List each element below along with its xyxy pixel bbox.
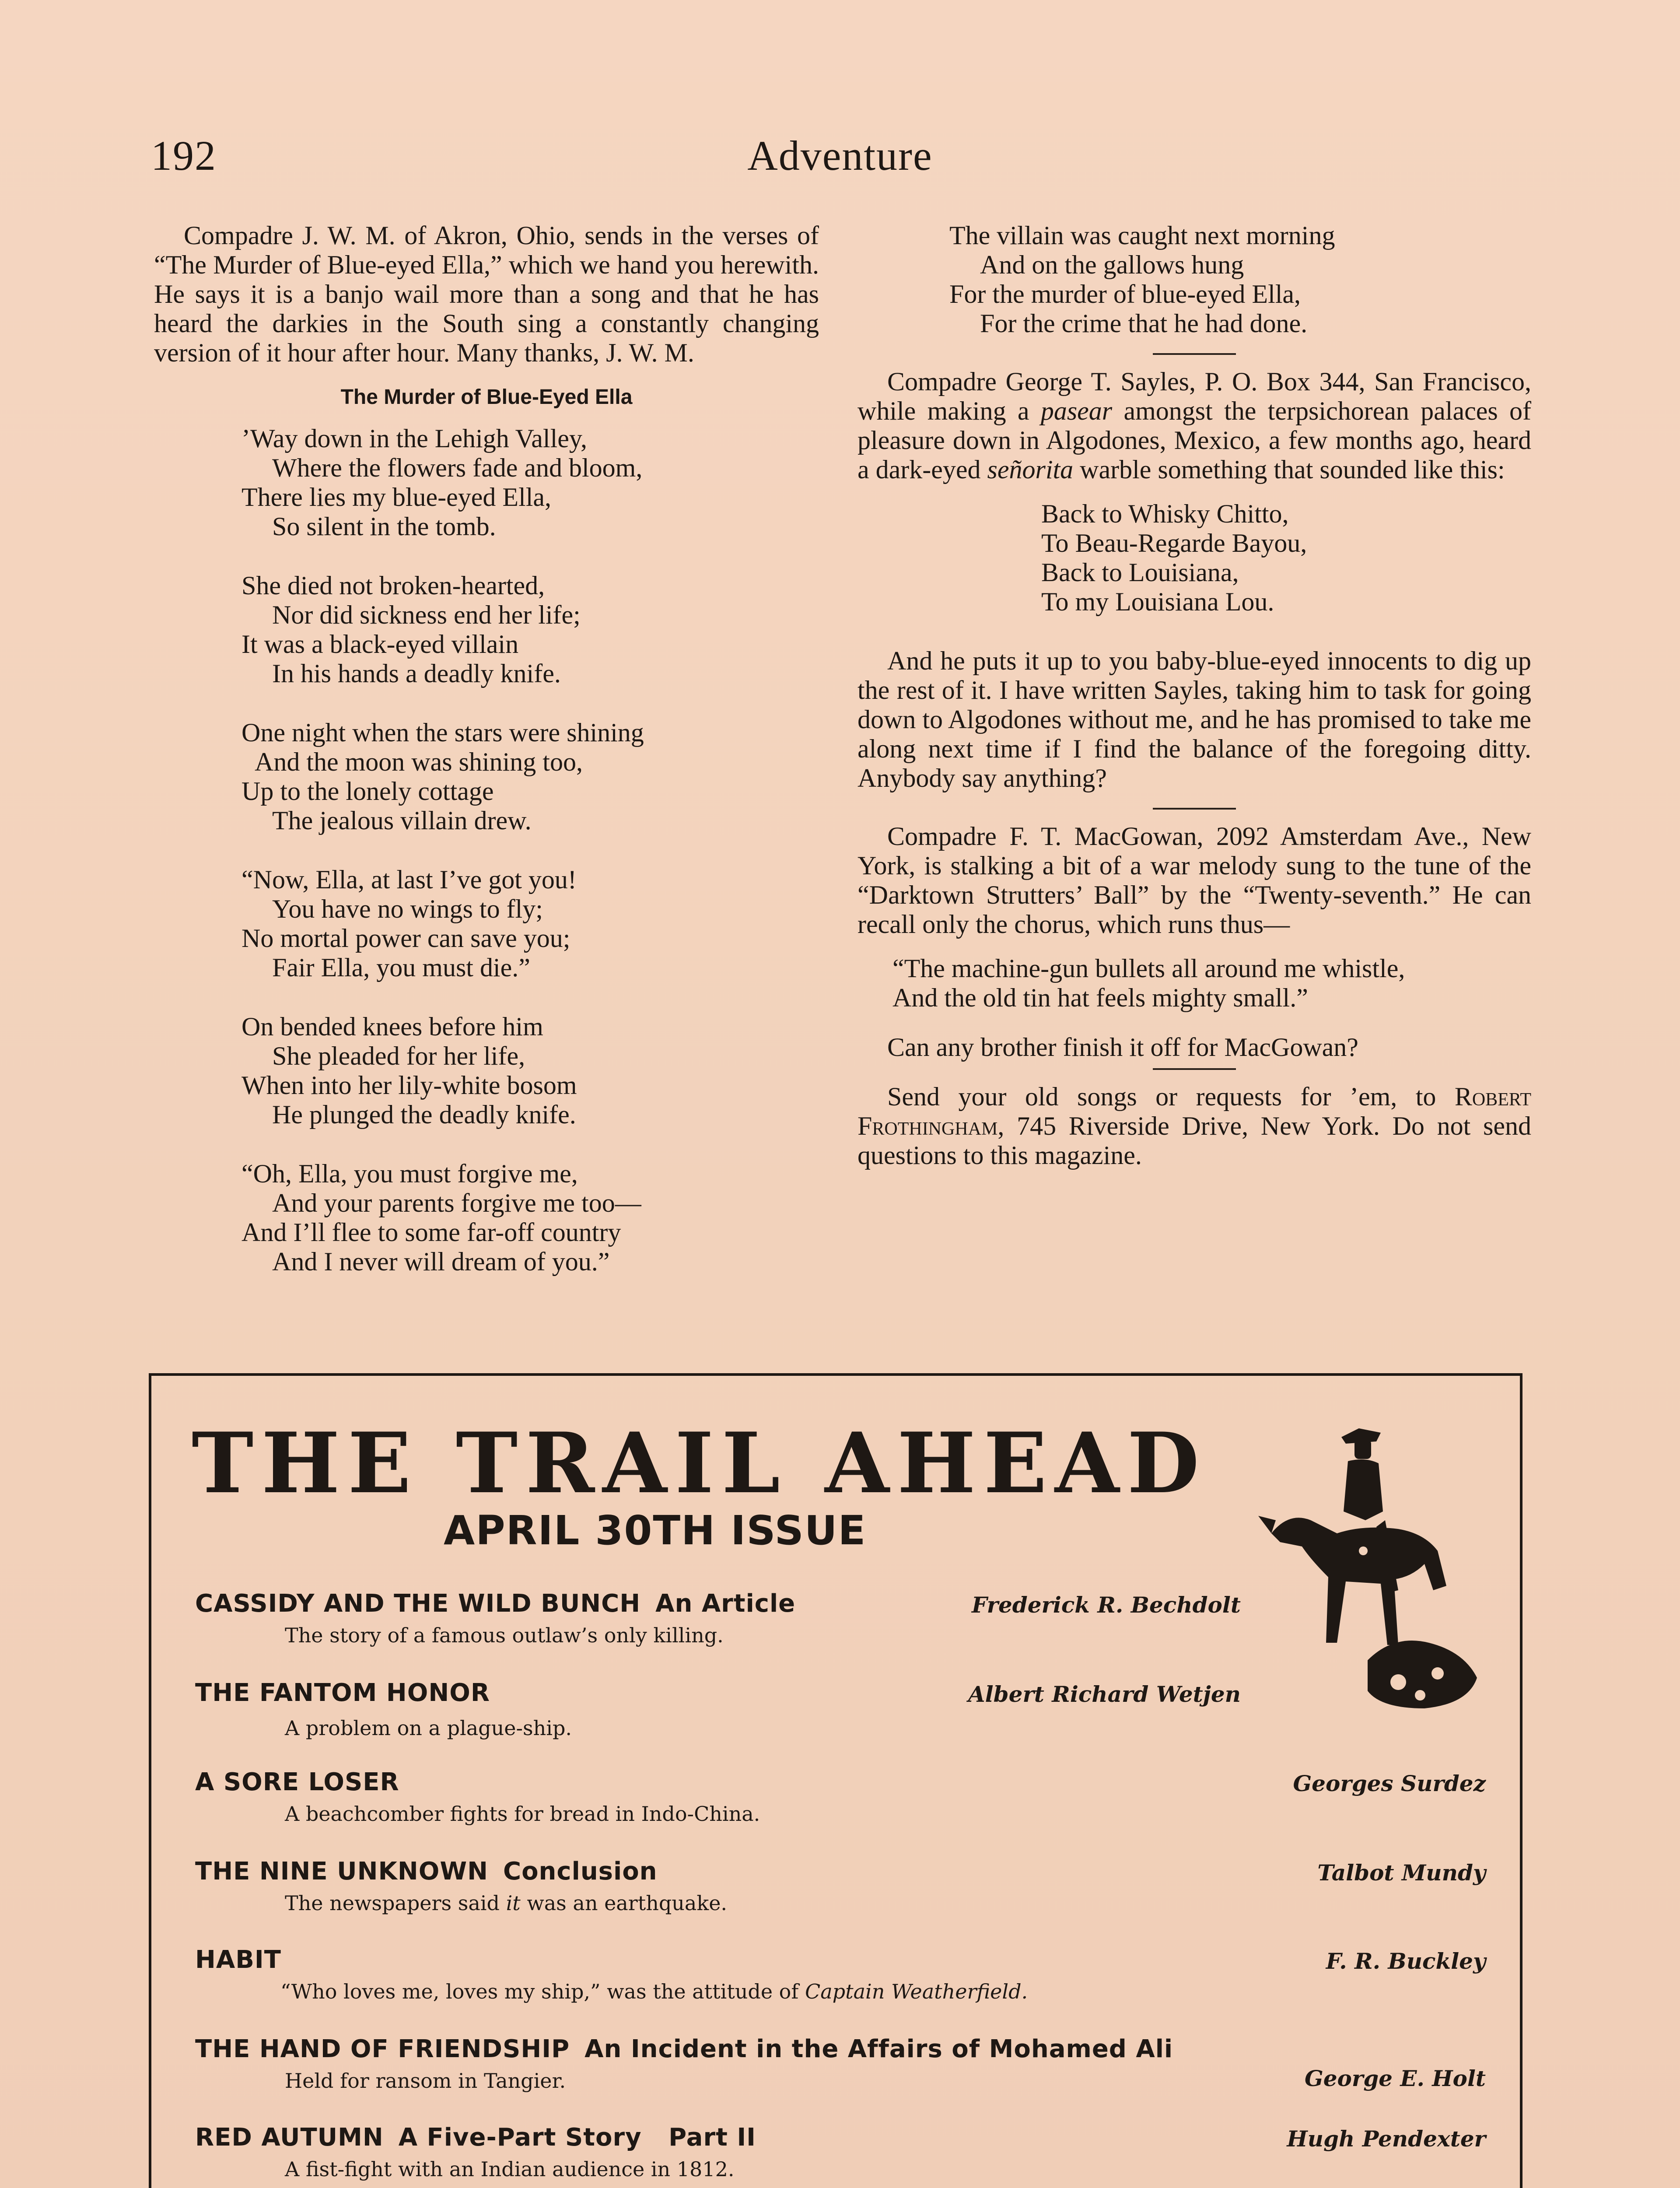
poem-line: On bended knees before him xyxy=(242,1012,543,1041)
chorus-line: And the old tin hat feels mighty small.” xyxy=(892,983,1308,1012)
intro-paragraph: Compadre J. W. M. of Akron, Ohio, sends in the verses of “The Murder of Blue-eyed Ella,” which we hand you herewith. He says it is a banjo wail more than a song and that he has heard the darkies in the South sing a constantly changing version of it hour after hour. Many thanks, J. W. M. xyxy=(154,221,819,367)
poem-line: Up to the lonely cottage xyxy=(242,777,494,806)
poem-line: So silent in the tomb. xyxy=(272,512,496,541)
item-description: A problem on a plague-ship. xyxy=(285,1716,572,1740)
poem-line: The jealous villain drew. xyxy=(272,806,532,835)
chorus-quote xyxy=(892,954,1531,1013)
page-header xyxy=(151,131,1529,193)
poem-line: It was a black-eyed villain xyxy=(242,630,519,659)
item-description: A beachcomber fights for bread in Indo-China. xyxy=(285,1802,760,1826)
sayles-paragraph: Compadre George T. Sayles, P. O. Box 344, San Francisco, while making a pasear amongst the terpsichorean palaces of pleasure down in Algodones, Mexico, a few months ago, heard a dark-eyed señorita warble something that sounded like this: xyxy=(858,367,1531,484)
poem-final-stanza xyxy=(949,221,1531,338)
trail-ahead-title: THE TRAIL AHEAD xyxy=(192,1414,1208,1512)
item-author: F. R. Buckley xyxy=(1326,1948,1486,1974)
poem xyxy=(242,424,819,1276)
magazine-title: Adventure xyxy=(747,132,933,179)
section-divider xyxy=(1153,808,1236,810)
poem-line: There lies my blue-eyed Ella, xyxy=(242,483,552,512)
item-author: Albert Richard Wetjen xyxy=(968,1681,1241,1707)
item-author: Frederick R. Bechdolt xyxy=(971,1592,1241,1618)
item-title: THE NINE UNKNOWN Conclusion xyxy=(195,1857,658,1886)
poem-line: “Oh, Ella, you must forgive me, xyxy=(242,1159,578,1188)
poem-line: You have no wings to fly; xyxy=(272,894,543,923)
poem-stanza xyxy=(242,865,819,982)
page-number: 192 xyxy=(151,132,217,179)
trail-item xyxy=(195,1768,1486,1829)
right-column xyxy=(858,221,1531,1185)
poem-line: The villain was caught next morning xyxy=(949,221,1335,250)
item-title: A SORE LOSER xyxy=(195,1768,399,1796)
trail-item xyxy=(195,2035,1486,2096)
poem-line: And on the gallows hung xyxy=(980,250,1244,279)
song-line: To my Louisiana Lou. xyxy=(1041,587,1274,616)
item-description: The newspapers said it was an earthquake. xyxy=(285,1891,728,1915)
trail-item xyxy=(195,2123,1486,2184)
trail-item xyxy=(195,1679,1486,1740)
poem-title: The Murder of Blue-Eyed Ella xyxy=(340,386,633,409)
item-author: Hugh Pendexter xyxy=(1287,2126,1486,2152)
song-fragment xyxy=(1041,499,1531,617)
poem-line: And your parents forgive me too— xyxy=(272,1189,641,1217)
poem-line: For the murder of blue-eyed Ella, xyxy=(949,280,1301,309)
poem-line: And I’ll flee to some far-off country xyxy=(242,1218,621,1247)
item-title: CASSIDY AND THE WILD BUNCH An Article xyxy=(195,1589,796,1618)
item-author: George E. Holt xyxy=(1305,2065,1486,2091)
trail-item xyxy=(195,1857,1486,1918)
trail-item xyxy=(195,1946,1486,2007)
item-description: “Who loves me, loves my ship,” was the attitude of Captain Weatherfield. xyxy=(280,1980,1028,2003)
issue-title: APRIL 30TH ISSUE xyxy=(444,1507,867,1554)
item-title: THE FANTOM HONOR xyxy=(195,1679,490,1707)
poem-line: No mortal power can save you; xyxy=(242,924,570,953)
song-line: Back to Whisky Chitto, xyxy=(1041,499,1289,528)
item-author: Talbot Mundy xyxy=(1317,1860,1486,1886)
cowboy-horse-illustration xyxy=(1254,1424,1499,1722)
poem-stanza xyxy=(242,1159,819,1276)
item-description: The story of a famous outlaw’s only killing. xyxy=(285,1623,724,1647)
poem-stanza xyxy=(242,424,819,541)
send-paragraph: Send your old songs or requests for ’em, to Robert Frothingham, 745 Riverside Drive, New York. Do not send questions to this magazine. xyxy=(858,1082,1531,1170)
puts-paragraph: And he puts it up to you baby-blue-eyed innocents to dig up the rest of it. I have written Sayles, taking him to task for going down to Algodones without me, and he has promised to take me along next time if I find the balance of the foregoing ditty. Anybody say anything? xyxy=(858,646,1531,792)
macgowan-paragraph: Compadre F. T. MacGowan, 2092 Amsterdam Ave., New York, is stalking a bit of a war melody sung to the tune of the “Darktown Strutters’ Ball” by the “Twenty-seventh.” He can recall only the chorus, which runs thus— xyxy=(858,822,1531,939)
item-title: RED AUTUMN A Five-Part Story Part II xyxy=(195,2123,756,2152)
poem-stanza xyxy=(242,718,819,835)
poem-line: For the crime that he had done. xyxy=(980,309,1308,338)
left-column xyxy=(154,221,819,1306)
poem-line: She died not broken-hearted, xyxy=(242,571,545,600)
item-description: Held for ransom in Tangier. xyxy=(285,2069,566,2093)
poem-line: When into her lily-white bosom xyxy=(242,1071,577,1100)
section-divider xyxy=(1153,1068,1236,1070)
trail-ahead-box xyxy=(149,1373,1522,2188)
poem-stanza xyxy=(242,1012,819,1129)
poem-line: Where the flowers fade and bloom, xyxy=(272,453,643,482)
poem-line: One night when the stars were shining xyxy=(242,718,644,747)
poem-line: Fair Ella, you must die.” xyxy=(272,953,530,982)
poem-line: “Now, Ella, at last I’ve got you! xyxy=(242,865,577,894)
song-line: Back to Louisiana, xyxy=(1041,558,1239,587)
trail-item xyxy=(195,1589,1486,1651)
item-title: THE HAND OF FRIENDSHIP An Incident in the Affairs of Mohamed Ali xyxy=(195,2035,1173,2063)
chorus-line: “The machine-gun bullets all around me whistle, xyxy=(892,954,1405,983)
item-author: Georges Surdez xyxy=(1293,1771,1486,1796)
finish-question: Can any brother finish it off for MacGowan? xyxy=(887,1033,1358,1062)
poem-line: And I never will dream of you.” xyxy=(272,1247,610,1276)
section-divider xyxy=(1153,353,1236,355)
song-line: To Beau-Regarde Bayou, xyxy=(1041,529,1307,558)
item-title: HABIT xyxy=(195,1946,281,1974)
poem-line: She pleaded for her life, xyxy=(272,1041,525,1070)
poem-line: In his hands a deadly knife. xyxy=(272,659,561,688)
poem-line: ’Way down in the Lehigh Valley, xyxy=(242,424,587,453)
poem-line: Nor did sickness end her life; xyxy=(272,600,581,629)
poem-line: And the moon was shining too, xyxy=(255,747,583,776)
poem-line: He plunged the deadly knife. xyxy=(272,1100,576,1129)
poem-stanza xyxy=(242,571,819,688)
item-description: A fist-fight with an Indian audience in 1812. xyxy=(285,2157,735,2181)
